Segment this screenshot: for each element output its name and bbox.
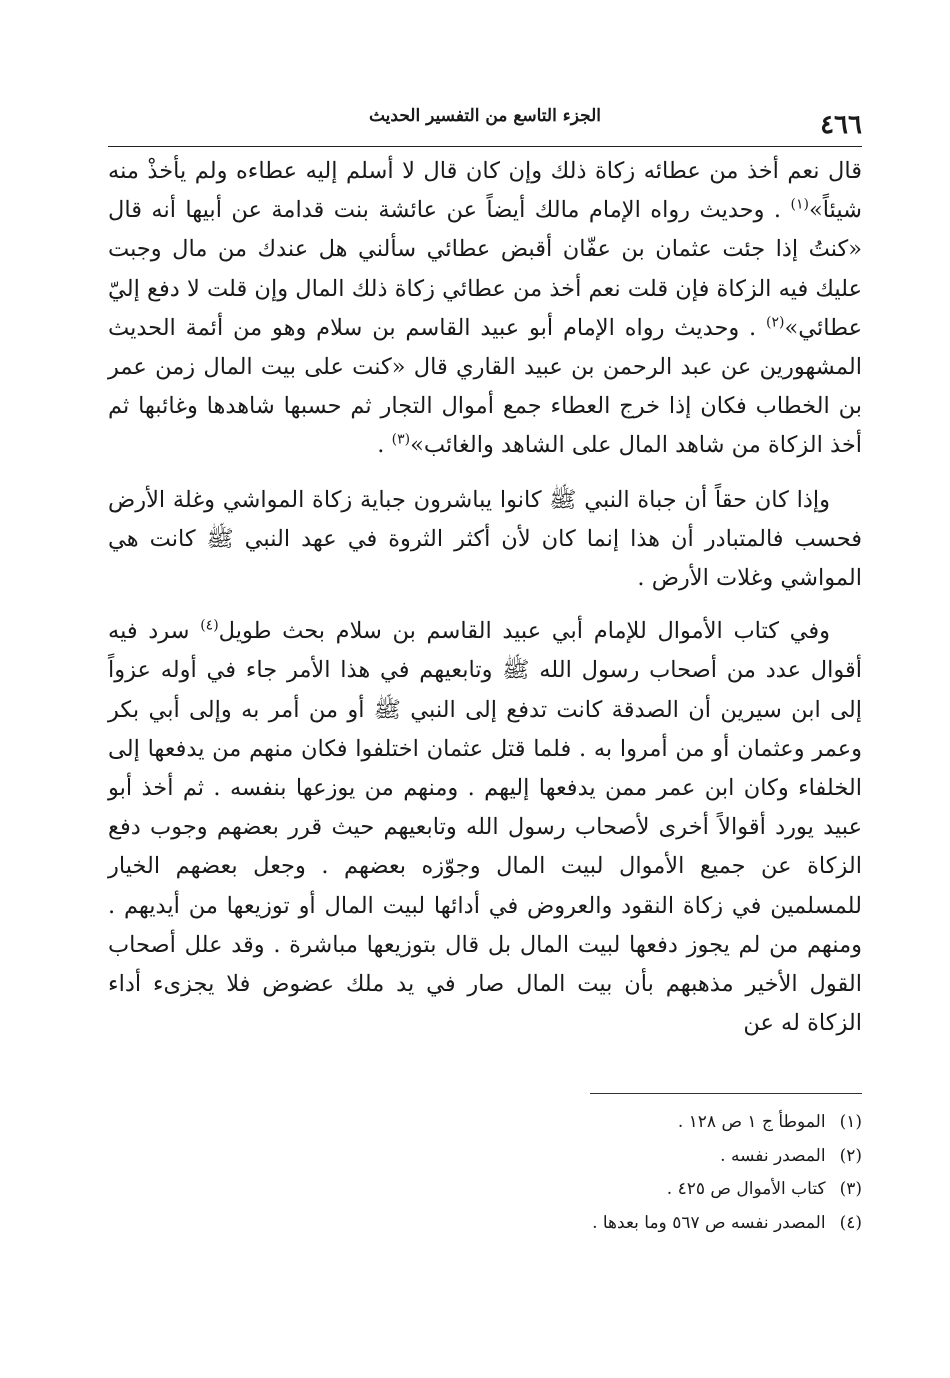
text-segment: . [377,432,392,459]
footnote-divider [590,1093,862,1094]
footnote-item [108,1173,862,1207]
footnote-text: الموطأ ج ١ ص ١٢٨ . [677,1112,826,1132]
text-segment: . وحديث رواه الإمام مالك أيضاً عن عائشة بنت قدامة عن أبيها أنه قال «كنتُ إذا جئت عثمان بن عفّان أقبض عطائي سألني هل عندك من مال وجبت عليك فيه الزكاة فإن قلت نعم أخذ من عطائي زكاة ذلك المال وإن قلت لا دفع إليّ عطائي» [108,197,862,341]
footnote-number: (٣) [839,1179,862,1199]
paragraph-2 [108,481,862,599]
text-segment: قال نعم أخذ من عطائه زكاة ذلك وإن كان قال لا أسلم إليه عطاءه ولم يأخذْ منه شيئاً» [108,158,862,224]
footnote-number: (٤) [839,1212,862,1233]
footnote-ref-4[interactable]: (٤) [200,617,219,634]
header-divider [108,146,862,147]
footnote-item [108,1207,862,1241]
text-segment: وفي كتاب الأموال للإمام أبي عبيد القاسم بن سلام بحث طويل [218,618,831,645]
running-title: الجزء التاسع من التفسير الحديث [368,106,601,126]
footnote-ref-3[interactable]: (٣) [391,431,411,448]
footnote-text: كتاب الأموال ص ٤٢٥ . [666,1179,826,1199]
text-segment: وإذا كان حقاً أن جباة النبي ﷺ كانوا يباشرون جباية زكاة المواشي وغلة الأرض فحسب فالمتبادر أن هذا إنما كان لأن أكثر الثروة في عهد النبي ﷺ كانت هي المواشي وغلات الأرض . [108,486,862,592]
text-segment: سرد فيه أقوال عدد من أصحاب رسول الله ﷺ وتابعيهم في هذا الأمر جاء في أوله عزواً إلى ابن سيرين أن الصدقة كانت تدفع إلى النبي ﷺ أو من أمر به وإلى أبي بكر وعمر وعثمان أو من أمروا به . فلما قتل عثمان اختلفوا فكان منهم من يدفعها إلى الخلفاء وكان ابن عمر ممن يدفعها إليهم . ومنهم من يوزعها بنفسه . ثم أخذ أبو عبيد يورد أقوالاً أخرى لأصحاب رسول الله وتابعيهم حيث قرر بعضهم وجوب دفع الزكاة عن جميع الأموال لبيت المال وجوّزه بعضهم . وجعل بعضهم الخيار للمسلمين في زكاة النقود والعروض في أدائها لبيت المال أو توزيعها من أيديهم . ومنهم من لم يجوز دفعها لبيت المال بل قال بتوزيعها مباشرة . وقد علل أصحاب القول الأخير مذهبهم بأن بيت المال صار في يد ملك عضوض فلا يجزىء أداء الزكاة له عن [108,618,862,1037]
footnote-number: (١) [839,1112,862,1132]
footnote-text: المصدر نفسه . [720,1145,826,1166]
footnotes-list [108,1106,862,1240]
footnote-number: (٢) [839,1145,862,1166]
text-segment: . وحديث رواه الإمام أبو عبيد القاسم بن سلام وهو من أئمة الحديث المشهورين عن عبد الرحمن بن عبيد القاري قال «كنت على بيت المال زمن عمر بن الخطاب فكان إذا خرج العطاء جمع أموال التجار ثم حسبها شاهدها وغائبها ثم أخذ الزكاة من شاهد المال على الشاهد والغائب» [108,314,862,459]
footnote-text: المصدر نفسه ص ٥٦٧ وما بعدها . [592,1212,826,1233]
footnote-ref-1[interactable]: (١) [790,196,809,213]
footnote-ref-2[interactable]: (٢) [766,314,785,331]
footnote-item [108,1140,862,1174]
page-number: ٤٦٦ [820,110,862,140]
footnote-item [108,1106,862,1140]
page-header [108,100,862,140]
paragraph-3 [108,612,862,1043]
paragraph-1 [108,152,862,466]
main-text [108,152,862,1043]
book-page [108,0,862,1378]
